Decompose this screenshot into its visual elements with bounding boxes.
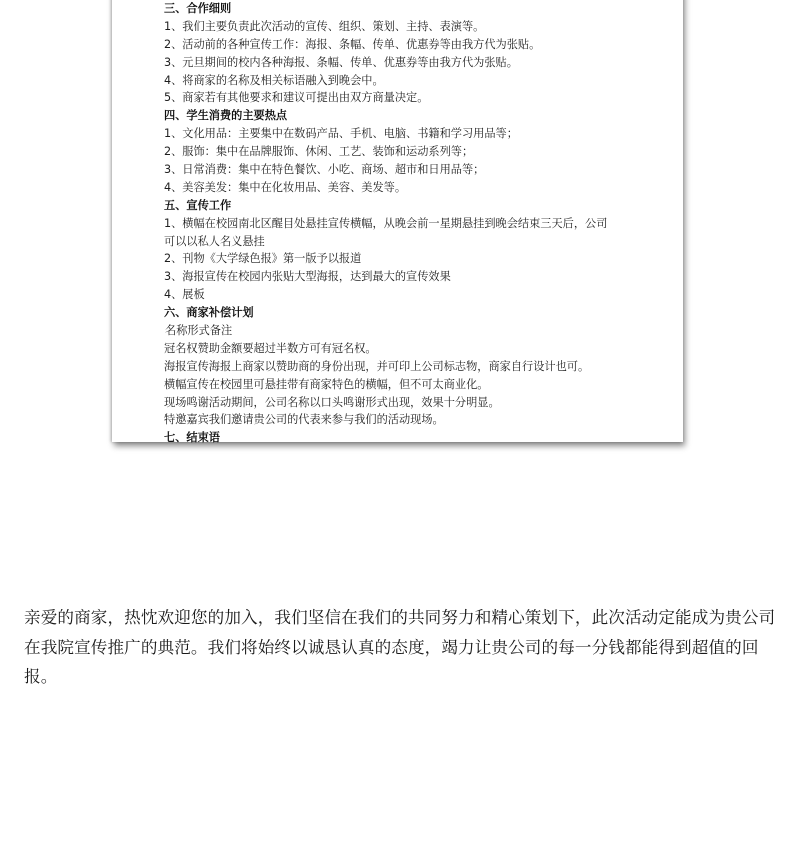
document-page <box>112 0 683 445</box>
document-line: 4、将商家的名称及相关标语融入到晚会中。 <box>164 73 384 87</box>
section-heading: 七、结束语 <box>164 431 220 445</box>
document-line: 2、刊物《大学绿色报》第一版予以报道 <box>164 252 362 266</box>
document-line: 海报宣传海报上商家以赞助商的身份出现，并可印上公司标志物，商家自行设计也可。 <box>164 359 590 373</box>
section-heading: 四、学生消费的主要热点 <box>164 109 288 123</box>
document-line: 可以以私人名义悬挂 <box>164 234 265 248</box>
document-line: 冠名权赞助金额要超过半数方可有冠名权。 <box>164 341 377 355</box>
section-heading: 六、商家补偿计划 <box>164 306 254 320</box>
document-line: 4、美容美发：集中在化妆用品、美容、美发等。 <box>164 180 407 194</box>
closing-paragraph: 亲爱的商家，热忱欢迎您的加入，我们坚信在我们的共同努力和精心策划下，此次活动定能成为贵公司在我院宣传推广的典范。我们将始终以诚恳认真的态度，竭力让贵公司的每一分钱都能得到超值的回报。 <box>24 608 776 686</box>
document-line: 1、横幅在校园南北区醒目处悬挂宣传横幅，从晚会前一星期悬挂到晚会结束三天后，公司 <box>164 216 608 230</box>
document-line: 名称形式备注 <box>165 324 233 338</box>
document-line: 4、展板 <box>164 288 205 302</box>
document-line: 2、服饰：集中在品牌服饰、休闲、工艺、装饰和运动系列等； <box>164 145 474 159</box>
document-line: 3、元旦期间的校内各种海报、条幅、传单、优惠券等由我方代为张贴。 <box>164 55 518 69</box>
document-line: 5、商家若有其他要求和建议可提出由双方商量决定。 <box>164 91 429 105</box>
section-heading: 五、宣传工作 <box>164 198 232 212</box>
document-line: 横幅宣传在校园里可悬挂带有商家特色的横幅，但不可太商业化。 <box>164 377 489 391</box>
section-heading: 三、合作细则 <box>164 2 232 15</box>
document-body <box>164 0 683 447</box>
document-line: 1、我们主要负责此次活动的宣传、组织、策划、主持、表演等。 <box>164 19 485 33</box>
document-line: 特邀嘉宾我们邀请贵公司的代表来参与我们的活动现场。 <box>164 413 444 427</box>
document-line: 2、活动前的各种宣传工作：海报、条幅、传单、优惠券等由我方代为张贴。 <box>164 37 541 51</box>
document-line: 现场鸣谢活动期间，公司名称以口头鸣谢形式出现，效果十分明显。 <box>164 395 500 409</box>
document-line: 3、海报宣传在校园内张贴大型海报，达到最大的宣传效果 <box>164 270 451 284</box>
document-line: 1、文化用品：主要集中在数码产品、手机、电脑、书籍和学习用品等； <box>164 127 518 141</box>
document-line: 3、日常消费：集中在特色餐饮、小吃、商场、超市和日用品等； <box>164 163 485 177</box>
